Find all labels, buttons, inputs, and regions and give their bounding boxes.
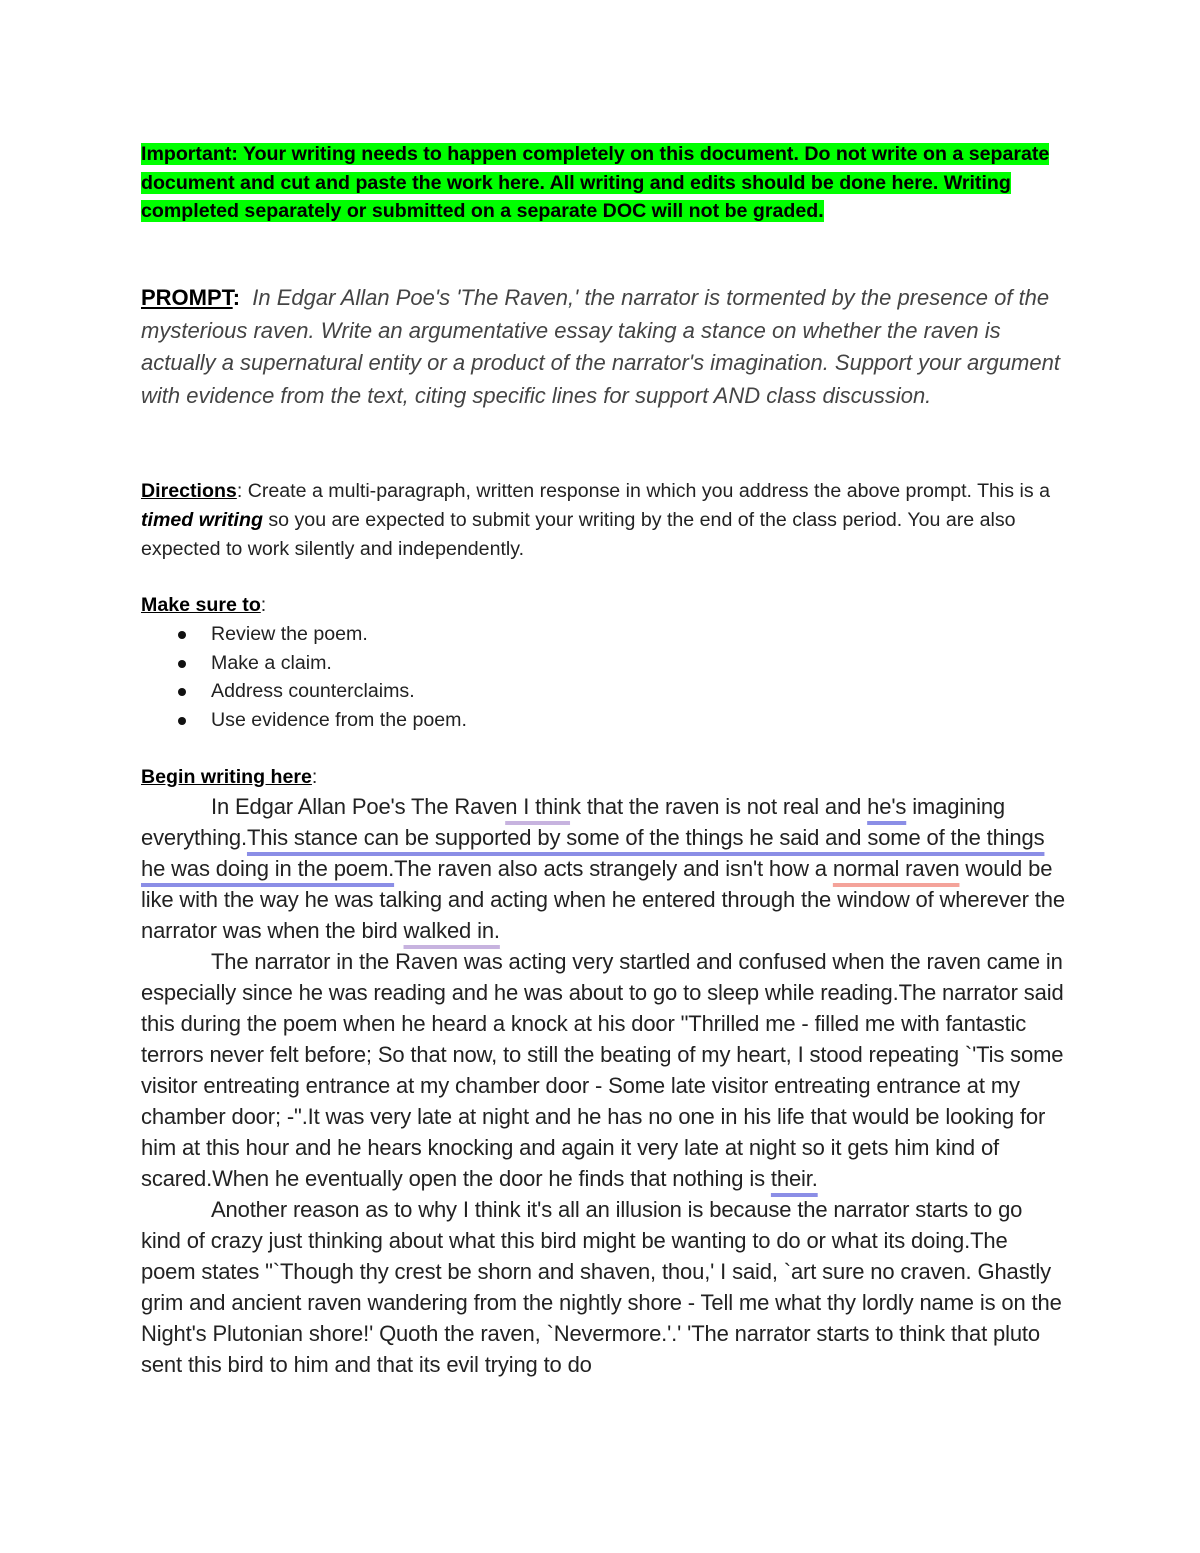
list-item-text: Review the poem. <box>211 623 368 645</box>
directions-text-after: so you are expected to submit your writing by the end of the class period. You are also expected to work silently and independently. <box>141 509 1016 560</box>
make-sure-list <box>141 620 467 735</box>
essay-text: Another reason as to why I think it's all an illusion is because the narrator starts to go kind of crazy just thinking about what this bird might be wanting to do or what its doing.The poem states "`Though thy crest be shorn and shaven, thou,' I said, `art sure no craven. Ghastly grim and ancient raven wandering from the nightly shore - Tell me what thy lordly name is on the Night's Plutonian shore!' Quoth the raven, `Nevermore.'.' 'The narrator starts to think that pluto sent this bird to him and that its evil trying to do <box>141 1197 1062 1377</box>
begin-writing-label: Begin writing here <box>141 766 312 788</box>
important-notice-text: Important: Your writing needs to happen completely on this document. Do not write on a separate document and cut and paste the work here. All writing and edits should be done here. Writing completed separately or submitted on a separate DOC will not be graded. <box>141 143 1050 223</box>
bullet-icon <box>178 660 186 668</box>
begin-writing-colon: : <box>311 766 318 788</box>
list-item <box>141 620 467 649</box>
suggestion-underline[interactable]: n I thin <box>505 794 571 819</box>
bullet-icon <box>178 631 186 639</box>
list-item <box>141 706 467 735</box>
list-item-text: Use evidence from the poem. <box>211 709 467 732</box>
directions-emphasis: timed writing <box>141 509 263 531</box>
make-sure-colon: : <box>260 594 267 616</box>
grammar-underline[interactable]: This stance can be supported by some of the things he said and some of the things he was doing in the poem. <box>141 825 1045 881</box>
bullet-icon <box>178 688 186 696</box>
directions-section <box>141 477 1071 564</box>
grammar-underline[interactable]: their. <box>770 1166 818 1191</box>
prompt-text: In Edgar Allan Poe's 'The Raven,' the narrator is tormented by the presence of the mysterious raven. Write an argumentative essay taking a stance on whether the raven is actually a supernatural entity or a product of the narrator's imagination. Support your argument with evidence from the text, citing specific lines for support AND class discussion. <box>141 285 1060 408</box>
prompt-label: PROMPT <box>141 285 233 310</box>
list-item-text: Address counterclaims. <box>211 680 415 703</box>
important-notice <box>141 140 1071 226</box>
essay-text: The raven also acts strangely and isn't how a <box>394 856 833 881</box>
make-sure-heading <box>141 591 266 620</box>
directions-text-before: : Create a multi-paragraph, written response in which you address the above prompt. This is a <box>236 480 1051 502</box>
prompt-section <box>141 282 1071 412</box>
essay-text: imagining everything. <box>141 794 1006 850</box>
essay-paragraph-2[interactable] <box>141 946 1066 1194</box>
essay-body[interactable] <box>141 791 1066 1380</box>
prompt-colon: : <box>232 285 241 310</box>
essay-paragraph-1[interactable] <box>141 791 1066 946</box>
bullet-icon <box>178 717 186 725</box>
list-item-text: Make a claim. <box>211 651 332 674</box>
begin-writing-heading <box>141 763 317 792</box>
list-item <box>141 677 467 706</box>
spelling-underline[interactable]: normal raven <box>832 856 960 881</box>
essay-text: The narrator in the Raven was acting very startled and confused when the raven came in especially since he was reading and he was about to go to sleep while reading.The narrator said this during the poem when he heard a knock at his door "Thrilled me - filled me with fantastic terrors never felt before; So that now, to still the beating of my heart, I stood repeating `'Tis some visitor entreating entrance at my chamber door - Some late visitor entreating entrance at my chamber door; -".It was very late at night and he has no one in his life that would be looking for him at this hour and he hears knocking and again it very late at night so it gets him kind of scared.When he eventually open the door he finds that nothing is <box>141 949 1064 1191</box>
essay-text: In Edgar Allan Poe's The Rave <box>211 794 506 819</box>
list-item <box>141 649 467 678</box>
directions-label: Directions <box>141 480 237 502</box>
grammar-underline[interactable]: he's <box>867 794 907 819</box>
make-sure-label: Make sure to <box>141 594 261 616</box>
essay-paragraph-3[interactable] <box>141 1194 1066 1380</box>
suggestion-underline[interactable]: walked in. <box>403 918 500 943</box>
essay-text: would be like with the way he was talking and acting when he entered through the window of wherever the narrator was when the bird <box>141 856 1065 943</box>
essay-text: k that the raven is not real and <box>570 794 868 819</box>
